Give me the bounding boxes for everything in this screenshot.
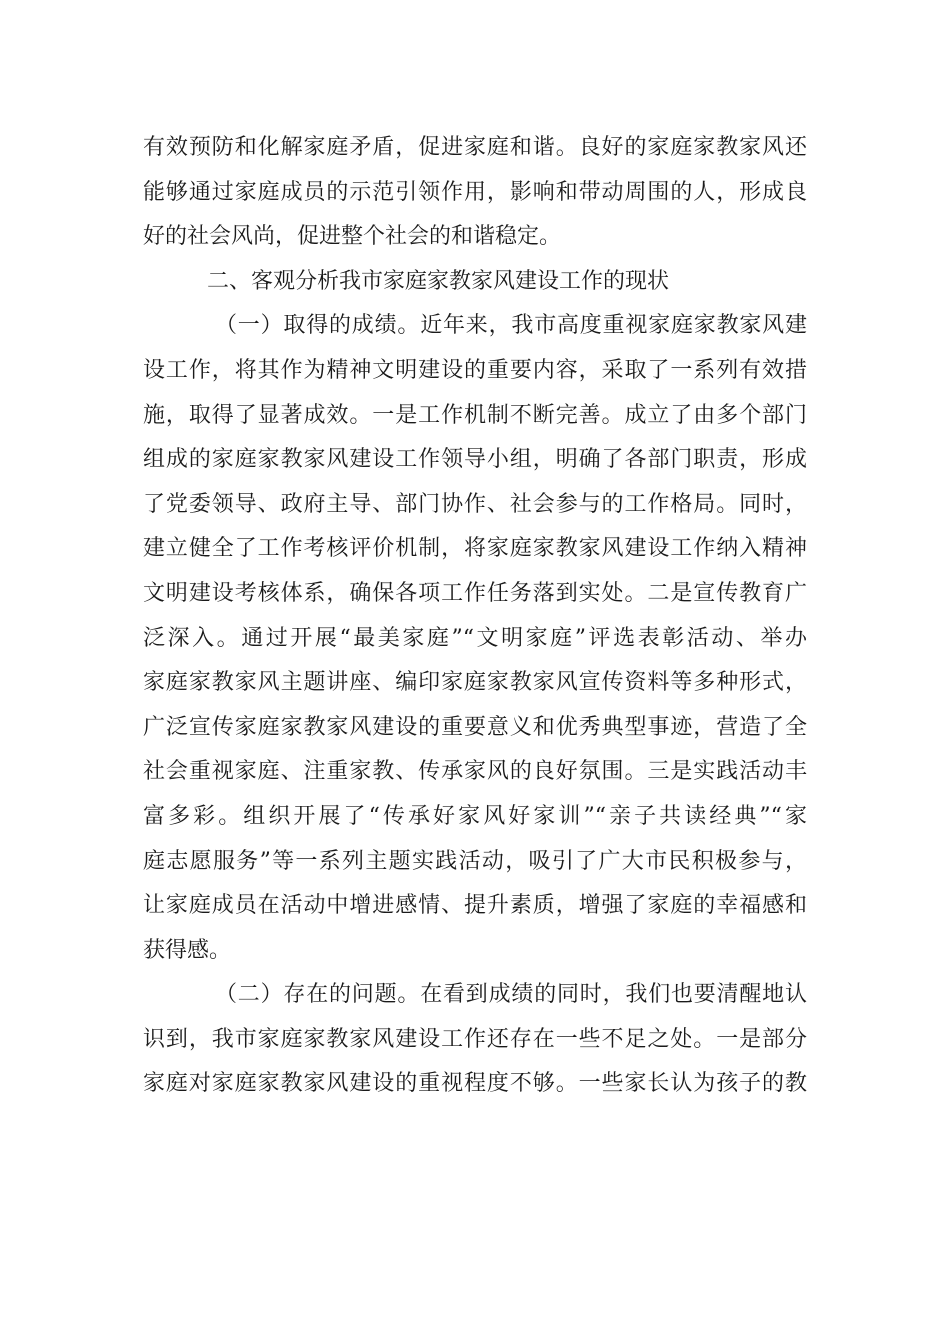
- body-line: 家庭家教家风主题讲座、编印家庭家教家风宣传资料等多种形式，: [143, 670, 807, 696]
- body-line: 组成的家庭家教家风建设工作领导小组，明确了各部门职责，形成: [143, 447, 807, 473]
- body-line: 家庭对家庭家教家风建设的重视程度不够。一些家长认为孩子的教: [143, 1071, 807, 1097]
- body-line: 能够通过家庭成员的示范引领作用，影响和带动周围的人，形成良: [143, 179, 807, 205]
- body-line: （一）取得的成绩。近年来，我市高度重视家庭家教家风建: [215, 313, 807, 339]
- body-line: 让家庭成员在活动中增进感情、提升素质，增强了家庭的幸福感和: [143, 893, 807, 919]
- body-line: 好的社会风尚，促进整个社会的和谐稳定。: [143, 224, 562, 250]
- body-line: 获得感。: [143, 937, 232, 963]
- body-line: 庭志愿服务”等一系列主题实践活动，吸引了广大市民积极参与，: [143, 848, 807, 874]
- body-line: （二）存在的问题。在看到成绩的同时，我们也要清醒地认: [215, 982, 807, 1008]
- document-body: [143, 126, 807, 1107]
- body-line: 社会重视家庭、注重家教、传承家风的良好氛围。三是实践活动丰: [143, 759, 807, 785]
- body-line: 富多彩。组织开展了“传承好家风好家训”“亲子共读经典”“家: [143, 803, 807, 829]
- body-line: 施，取得了显著成效。一是工作机制不断完善。成立了由多个部门: [143, 402, 807, 428]
- body-line: 广泛宣传家庭家教家风建设的重要意义和优秀典型事迹，营造了全: [143, 714, 807, 740]
- body-line: 设工作，将其作为精神文明建设的重要内容，采取了一系列有效措: [143, 357, 807, 383]
- body-line: 建立健全了工作考核评价机制，将家庭家教家风建设工作纳入精神: [143, 536, 807, 562]
- body-line: 文明建设考核体系，确保各项工作任务落到实处。二是宣传教育广: [143, 580, 807, 606]
- body-line: 了党委领导、政府主导、部门协作、社会参与的工作格局。同时，: [143, 491, 807, 517]
- body-line: 有效预防和化解家庭矛盾，促进家庭和谐。良好的家庭家教家风还: [143, 135, 807, 160]
- body-line: 识到，我市家庭家教家风建设工作还存在一些不足之处。一是部分: [143, 1026, 807, 1052]
- section-heading: 二、客观分析我市家庭家教家风建设工作的现状: [207, 268, 670, 294]
- body-line: 泛深入。通过开展“最美家庭”“文明家庭”评选表彰活动、举办: [143, 625, 807, 651]
